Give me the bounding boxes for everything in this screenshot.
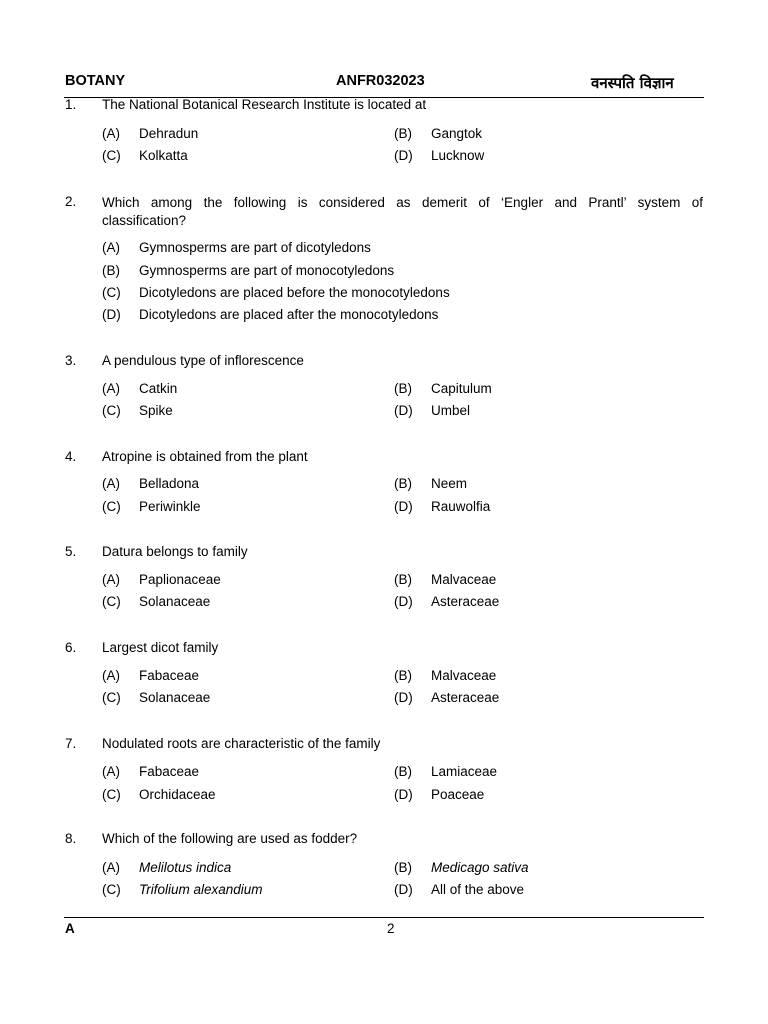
option-text: Lucknow bbox=[431, 148, 485, 163]
option-text: Belladona bbox=[139, 476, 200, 491]
option-label: (A) bbox=[102, 764, 120, 779]
option-label: (A) bbox=[102, 860, 120, 875]
question-text-line: classification? bbox=[102, 213, 187, 228]
question-text: Atropine is obtained from the plant bbox=[102, 449, 308, 464]
question-number: 1. bbox=[65, 97, 77, 112]
option-label: (D) bbox=[394, 148, 413, 163]
option-label: (A) bbox=[102, 572, 120, 587]
option-text: Dicotyledons are placed after the monocotyledons bbox=[139, 307, 439, 322]
option-label: (B) bbox=[394, 860, 412, 875]
option-text: Capitulum bbox=[431, 381, 492, 396]
option-text: Gymnosperms are part of dicotyledons bbox=[139, 240, 371, 255]
option-label: (B) bbox=[394, 572, 412, 587]
option-label: (C) bbox=[102, 882, 121, 897]
option-label: (B) bbox=[394, 764, 412, 779]
option-text: Gymnosperms are part of monocotyledons bbox=[139, 263, 395, 278]
option-label: (D) bbox=[102, 307, 121, 322]
option-text: Fabaceae bbox=[139, 764, 200, 779]
option-label: (D) bbox=[394, 499, 413, 514]
question-number: 8. bbox=[65, 831, 77, 846]
question-number: 3. bbox=[65, 353, 77, 368]
question-text-line: Which among the following is considered as demerit of ‘Engler and Prantl’ system of bbox=[102, 195, 703, 210]
option-text: Solanaceae bbox=[139, 690, 211, 705]
question-text: Nodulated roots are characteristic of the family bbox=[102, 736, 381, 751]
option-text: Catkin bbox=[139, 381, 178, 396]
option-text: Fabaceae bbox=[139, 668, 200, 683]
footer-divider bbox=[64, 917, 704, 918]
option-label: (C) bbox=[102, 499, 121, 514]
option-text: Spike bbox=[139, 403, 173, 418]
option-text: Malvaceae bbox=[431, 572, 497, 587]
option-text: Asteraceae bbox=[431, 690, 500, 705]
option-label: (D) bbox=[394, 882, 413, 897]
option-label: (D) bbox=[394, 787, 413, 802]
option-text: Dicotyledons are placed before the monocotyledons bbox=[139, 285, 450, 300]
option-label: (A) bbox=[102, 381, 120, 396]
question-text: The National Botanical Research Institute is located at bbox=[102, 97, 427, 112]
option-text: Solanaceae bbox=[139, 594, 211, 609]
option-label: (B) bbox=[394, 668, 412, 683]
option-text: Dehradun bbox=[139, 126, 199, 141]
option-text: Orchidaceae bbox=[139, 787, 216, 802]
option-text: Trifolium alexandium bbox=[139, 882, 263, 897]
question-number: 4. bbox=[65, 449, 77, 464]
question-number: 5. bbox=[65, 544, 77, 559]
option-label: (B) bbox=[394, 126, 412, 141]
subject-heading: BOTANY bbox=[65, 73, 126, 89]
option-text: Asteraceae bbox=[431, 594, 500, 609]
option-text: Gangtok bbox=[431, 126, 483, 141]
option-text: Periwinkle bbox=[139, 499, 201, 514]
option-text: Lamiaceae bbox=[431, 764, 498, 779]
question-text: Datura belongs to family bbox=[102, 544, 248, 559]
question-text: A pendulous type of inflorescence bbox=[102, 353, 304, 368]
option-label: (C) bbox=[102, 787, 121, 802]
option-label: (C) bbox=[102, 594, 121, 609]
option-label: (A) bbox=[102, 240, 120, 255]
paper-code: ANFR032023 bbox=[336, 73, 425, 89]
option-label: (A) bbox=[102, 668, 120, 683]
option-label: (B) bbox=[394, 381, 412, 396]
subject-heading-hindi: वनस्पति विज्ञान bbox=[591, 74, 674, 92]
option-label: (C) bbox=[102, 285, 121, 300]
option-text: Melilotus indica bbox=[139, 860, 232, 875]
option-label: (B) bbox=[394, 476, 412, 491]
option-text: All of the above bbox=[431, 882, 525, 897]
option-label: (C) bbox=[102, 403, 121, 418]
question-text: Largest dicot family bbox=[102, 640, 219, 655]
page-number: 2 bbox=[387, 921, 395, 936]
question-text bbox=[102, 193, 703, 212]
question-number: 6. bbox=[65, 640, 77, 655]
option-text: Umbel bbox=[431, 403, 471, 418]
option-label: (D) bbox=[394, 690, 413, 705]
option-label: (C) bbox=[102, 690, 121, 705]
option-label: (C) bbox=[102, 148, 121, 163]
option-text: Malvaceae bbox=[431, 668, 497, 683]
option-text: Rauwolfia bbox=[431, 499, 491, 514]
option-label: (D) bbox=[394, 594, 413, 609]
option-label: (B) bbox=[102, 263, 120, 278]
question-number: 7. bbox=[65, 736, 77, 751]
option-text: Medicago sativa bbox=[431, 860, 529, 875]
option-text: Kolkatta bbox=[139, 148, 188, 163]
question-set-label: A bbox=[65, 921, 75, 936]
option-label: (D) bbox=[394, 403, 413, 418]
question-number: 2. bbox=[65, 194, 77, 209]
question-text: Which of the following are used as fodder? bbox=[102, 831, 358, 846]
option-label: (A) bbox=[102, 476, 120, 491]
option-text: Neem bbox=[431, 476, 468, 491]
option-text: Poaceae bbox=[431, 787, 485, 802]
option-text: Paplionaceae bbox=[139, 572, 221, 587]
option-label: (A) bbox=[102, 126, 120, 141]
